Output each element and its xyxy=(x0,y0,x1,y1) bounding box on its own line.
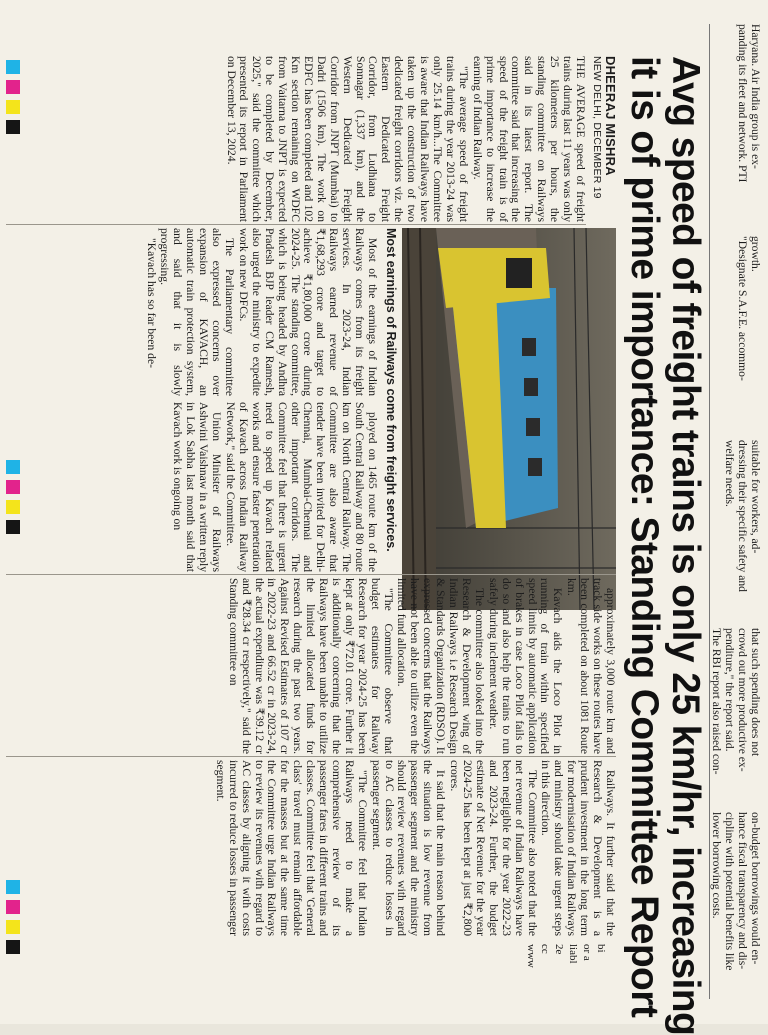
top-rule xyxy=(709,24,710,999)
print-registration-mark xyxy=(6,880,20,894)
train-photo xyxy=(402,228,616,610)
article-column-1 xyxy=(6,56,586,222)
column-rule-2 xyxy=(6,574,616,575)
print-registration-mark xyxy=(6,940,20,954)
byline-name: DHEERAJ MISHRA xyxy=(603,56,618,176)
paragraph: "The Committee observe that budget estimates for Railway Research for year 2024-25 has been kept at only ₹72.01 crore. Further it is additionally concerning that the Railways have been unable to utilize the limited allocated funds for research during the past two years. Against Revised Estimates of 107 cr in 2022-23 and 66.52 cr in 2023-24, the actual expenditure was ₹39.12 cr and ₹28.34 cr respectively," said the Standing committee on xyxy=(226,578,395,754)
print-registration-mark xyxy=(6,480,20,494)
column-rule-3 xyxy=(6,756,616,757)
headline xyxy=(623,56,707,1035)
headline-line-1: Avg speed of freight trains is only 25 km/hr, increasing xyxy=(664,56,707,1035)
top-snippet-2: growth. "Designate S.A.F.E. accommo- xyxy=(736,236,762,381)
train-illustration xyxy=(402,228,616,610)
edge-fragment: bi xyxy=(595,944,607,953)
article-column-5 xyxy=(6,760,616,936)
headline-line-2: it is of prime importance: Standing Committee Report xyxy=(623,56,666,1018)
paragraph: ployed on 1465 route km of the South Central Railway and 80 route km on North Central Railway. The Committee are also aware that tender have been invited for Delhi-Chennai, Mumbai-Chennai and other important corridors. The Committee feel that there is urgent need to speed up Kavach related works and ensure faster penetration of Kavach across Indian Railway Network," said the Committee. xyxy=(224,402,379,572)
top-snippet-3: suitable for workers, ad- dressing their specific safety and welfare needs. xyxy=(723,440,762,592)
photo-caption: Most earnings of Railways come from freight services. xyxy=(384,228,398,552)
paragraph: "Kavach has so far been de- xyxy=(144,238,158,368)
print-registration-mark xyxy=(6,920,20,934)
column-rule-1 xyxy=(6,224,586,225)
top-snippet-4: that such spending does not crowd out more productive ex- penditure," the report said. The RBI report also raised con- xyxy=(710,628,762,775)
edge-fragment: liabl xyxy=(567,944,579,964)
top-snippet-1: Haryana. Air India group is ex- panding its fleet and network. PTI xyxy=(736,24,762,183)
paragraph: THE AVERAGE speed of freight trains during last 11 years was only 25 kilometers per hours, the standing committee on Railways said in its latest report. The committee said that increasing the speed of the freight train is of prime importance to increase the earning of Indian Railway. xyxy=(470,56,587,222)
print-registration-mark xyxy=(6,120,20,134)
paragraph: Most of the earnings of Indian Railways comes from its freight services. In 2023-24, Indian Railways earned revenue of ₹1,68,293 crore and target to achieve ₹1,80,000 crore during 2024-25. The standing committee, which is being headed by Andhra Pradesh BJP leader CM Ramesh, also urged the ministry to expedite work on new DFCs. xyxy=(236,228,379,396)
article-column-3 xyxy=(6,402,378,572)
edge-fragments xyxy=(308,944,608,1014)
print-registration-mark xyxy=(6,60,20,74)
edge-fragment: or a xyxy=(581,944,593,961)
article-column-4 xyxy=(6,578,616,754)
paragraph: Kavach aids the Loco Pilot in running of train within specified speed limits by automatic application of brakes in case Loco Pilot fails to do so and also help the trains to run safely during inclement weather. xyxy=(486,578,565,754)
paragraph: "The average speed of freight trains during the year 2013-24 was only 25.14 km/h...The Committee is aware that Indian Railways have taken up the construction of two dedicated freight corridors viz. the Eastern Dedicated Freight Corridor, from Ludhiana to Sonnagar (1,337 km), and the Western Dedicated Freight Corridor from JNPT (Mumbai) to Dadri (1506 km). The work on EDFC has been completed and 102 Km section remaining on WDFC from Vaitarna to JNPT is expected to be completed by December, 2025," said the committee which presented its report in Parliament on December 13, 2024. xyxy=(224,56,470,222)
print-registration-mark xyxy=(6,80,20,94)
print-registration-mark xyxy=(6,100,20,114)
paragraph: Railways. It further said that the Research & Development is a prudent investment in the long term for modernisation of Indian Railways and ministry should take urgent steps in this direction. xyxy=(539,760,617,936)
print-registration-mark xyxy=(6,460,20,474)
top-snippet-5: on-budget borrowings would en- hance fiscal transparency and dis- cipline with potential benefits like lower borrowing costs. xyxy=(710,812,762,971)
paragraph: The Committee also noted that the net revenue of Indian Railways have been negligible for the year 2022-23 and 2023-24. Further, the budget estimate of Net Revenue for the year 2024-25 has been kept at just ₹2,800 crores. xyxy=(448,760,539,936)
byline xyxy=(591,56,618,199)
paragraph: The Parliamentary committee also expressed concerns over expansion of KAVACH, an automatic train protection system, and said that it is slowly progressing. xyxy=(158,228,237,396)
paragraph: Union Minister of Railways Ashwini Vaishnaw in a written reply in Lok Sabha last month said that Kavach work is ongoing on xyxy=(171,402,224,572)
paragraph: The committee also looked into the Research & Development wing of Indian Railways i.e Research Design & Standards Organization (RDSO). It expressed concerns that the Railways have not been able to utilize even the limited fund allocation. xyxy=(395,578,486,754)
paragraph: approximately 3,000 route km and track side works on these routes have been completed on about 1081 Route km. xyxy=(565,578,617,754)
print-registration-mark xyxy=(6,520,20,534)
print-registration-mark xyxy=(6,900,20,914)
edge-fragment: cc xyxy=(539,944,551,954)
paragraph: It said that the main reason behind the situation is low revenue from passenger segment and the ministry should review revenues with regard to AC classes to reduce losses in passenger segment. xyxy=(369,760,448,936)
paragraph: "The Committee feel that Indian Railways need to make a comprehensive review of its passenger fares in different trains and classes. Committee feel that 'General class' travel must remain affordable for the masses but at the same time the Committee urge Indian Railways to review its revenues with regard to AC classes by aligning it with costs incurred to reduce losses in passenger segment. xyxy=(213,760,369,936)
edge-fragment: www xyxy=(525,944,537,968)
byline-dateline: NEW DELHI, DECEMBER 19 xyxy=(591,56,603,199)
article-column-2 xyxy=(6,228,378,396)
print-registration-mark xyxy=(6,500,20,514)
edge-fragment: 2e xyxy=(553,944,565,955)
